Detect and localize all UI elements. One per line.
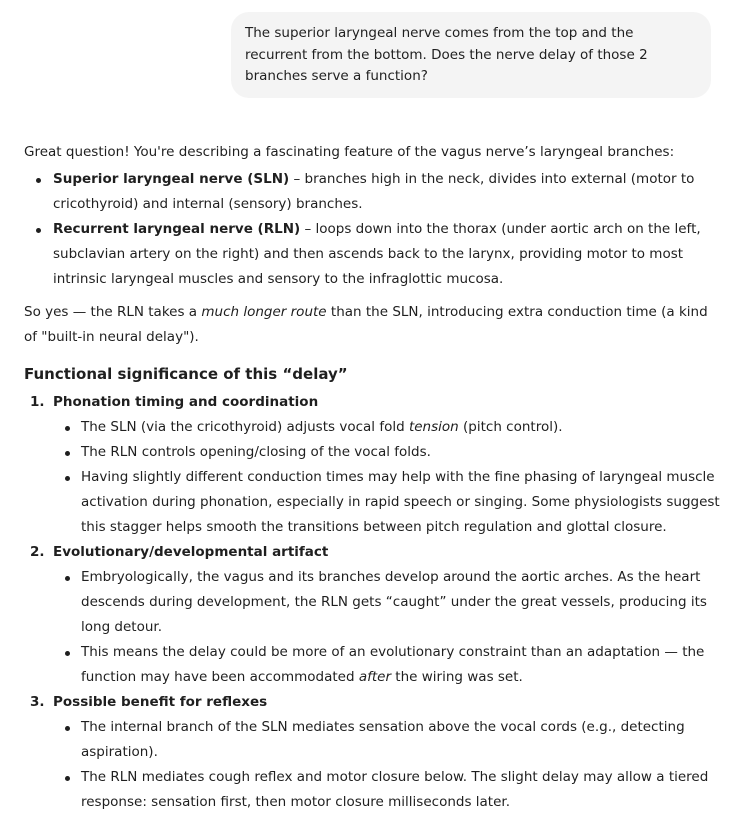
item-text-end: (pitch control). <box>458 419 563 435</box>
list-item <box>81 440 724 465</box>
list-item <box>81 715 724 765</box>
rln-description: – loops down into the thorax (under aortic arch on the left, subclavian artery on the right) and then ascends back to the larynx, providing motor to most intrinsic laryngeal muscles and sensory to the infraglottic mucosa. <box>53 221 701 287</box>
item-text: The internal branch of the SLN mediates sensation above the vocal cords (e.g., detecting aspiration). <box>81 719 685 760</box>
item-title: Evolutionary/developmental artifact <box>53 544 329 560</box>
user-message-text: The superior laryngeal nerve comes from the top and the recurrent from the bottom. Does the nerve delay of those 2 branches serve a function? <box>245 25 648 84</box>
item-number: 1. <box>30 394 45 410</box>
list-item <box>81 765 724 815</box>
list-item <box>81 565 724 640</box>
item-text-end: the wiring was set. <box>391 669 523 685</box>
sub-list <box>53 565 724 690</box>
summary-text-start: So yes — the RLN takes a <box>24 304 202 320</box>
list-item <box>81 415 724 440</box>
assistant-response <box>24 140 724 815</box>
item-emphasis: tension <box>408 419 459 435</box>
item-title: Phonation timing and coordination <box>53 394 319 410</box>
list-item-section-1 <box>30 390 724 540</box>
rln-term: Recurrent laryngeal nerve (RLN) <box>53 221 301 237</box>
item-number: 3. <box>30 694 45 710</box>
list-item <box>81 465 724 540</box>
item-text: The RLN mediates cough reflex and motor closure below. The slight delay may allow a tiered response: sensation first, then motor closure milliseconds later. <box>81 769 709 810</box>
summary-emphasis: much longer route <box>201 304 327 320</box>
item-text: The SLN (via the cricothyroid) adjusts vocal fold <box>81 419 409 435</box>
list-item-sln <box>53 167 724 217</box>
section-heading: Functional significance of this “delay” <box>24 365 348 383</box>
nerve-list <box>24 167 724 292</box>
list-item-section-3 <box>30 690 724 815</box>
response-intro: Great question! You're describing a fascinating feature of the vagus nerve’s laryngeal branches: <box>24 144 675 160</box>
sub-list <box>53 715 724 815</box>
item-text: The RLN controls opening/closing of the vocal folds. <box>81 444 431 460</box>
item-text: Embryologically, the vagus and its branches develop around the aortic arches. As the heart descends during development, the RLN gets “caught” under the great vessels, producing its long detour. <box>81 569 707 635</box>
list-item <box>81 640 724 690</box>
sub-list <box>53 415 724 540</box>
sln-term: Superior laryngeal nerve (SLN) <box>53 171 290 187</box>
item-text: Having slightly different conduction times may help with the fine phasing of laryngeal muscle activation during phonation, especially in rapid speech or singing. Some physiologists suggest this stagger helps smooth the transitions between pitch regulation and glottal closure. <box>81 469 720 535</box>
sln-description: – branches high in the neck, divides into external (motor to cricothyroid) and internal (sensory) branches. <box>53 171 695 212</box>
list-item-rln <box>53 217 724 292</box>
item-number: 2. <box>30 544 45 560</box>
item-text: This means the delay could be more of an evolutionary constraint than an adaptation — the function may have been accommodated <box>81 644 705 685</box>
item-title: Possible benefit for reflexes <box>53 694 268 710</box>
item-emphasis: after <box>358 669 392 685</box>
summary-text-end: than the SLN, introducing extra conduction time (a kind of "built-in neural delay"). <box>24 304 708 345</box>
list-item-section-2 <box>30 540 724 690</box>
user-message-bubble <box>231 12 711 98</box>
significance-list <box>24 390 724 815</box>
summary-paragraph <box>24 300 724 350</box>
